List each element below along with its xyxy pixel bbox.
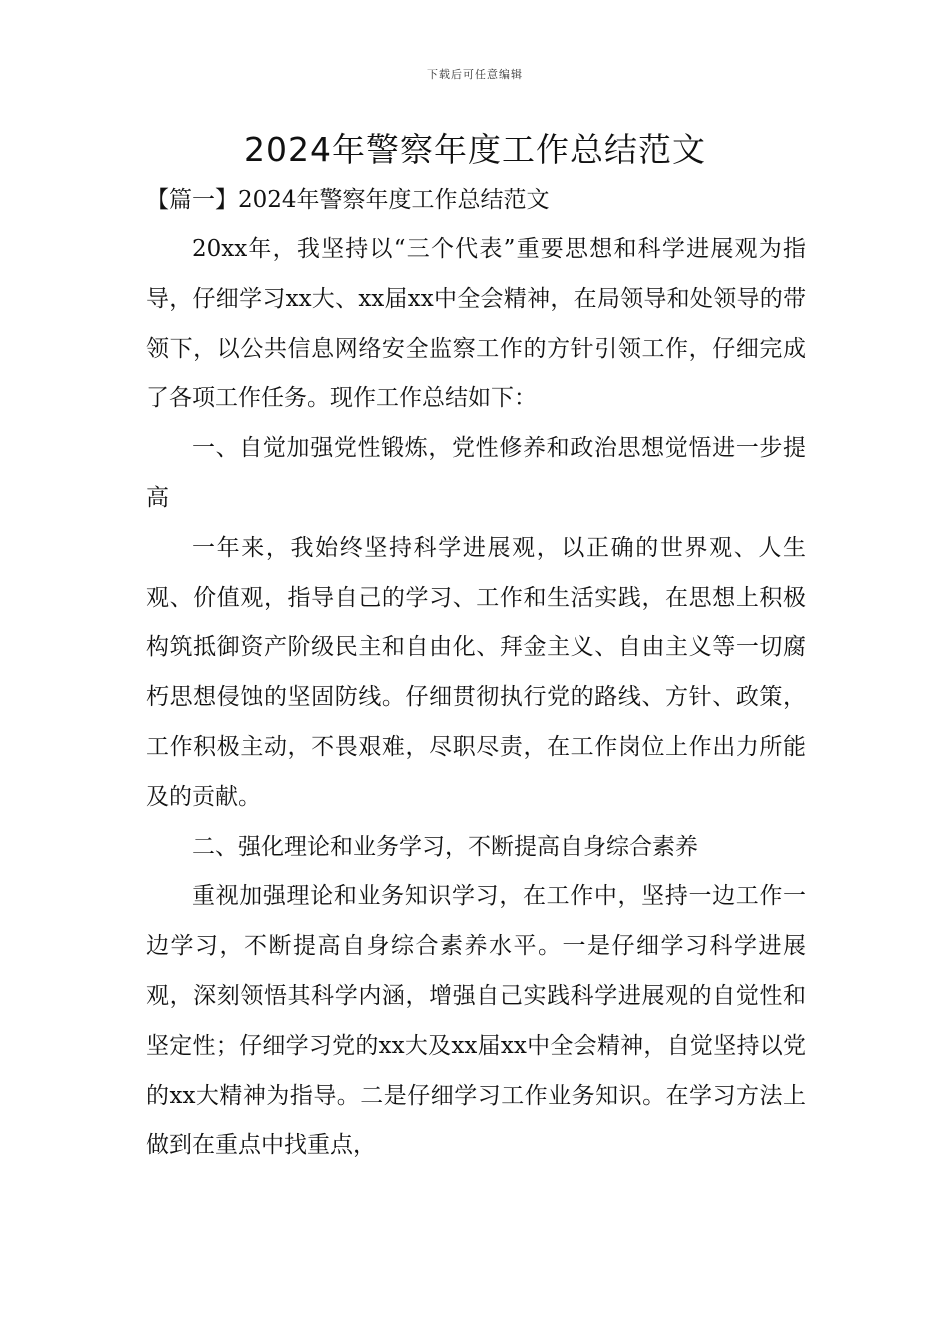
paragraph-heading-1: 一、自觉加强党性锻炼，党性修养和政治思想觉悟进一步提高	[146, 435, 806, 511]
page-header-note: 下载后可任意编辑	[427, 68, 523, 81]
paragraph-study: 重视加强理论和业务知识学习，在工作中，坚持一边工作一边学习，不断提高自身综合素养水平。一是仔细学习科学进展观，深刻领悟其科学内涵，增强自己实践科学进展观的自觉性和坚定性；仔细学习党的xx大及xx届xx中全会精神，自觉坚持以党的xx大精神为指导。二是仔细学习工作业务知识。在学习方法上做到在重点中找重点，	[146, 883, 806, 1159]
paragraph-intro: 20xx年，我坚持以“三个代表”重要思想和科学进展观为指导，仔细学习xx大、xx届xx中全会精神，在局领导和处领导的带领下，以公共信息网络安全监察工作的方针引领工作，仔细完成了各项工作任务。现作工作总结如下：	[146, 236, 806, 412]
document-title: 2024年警察年度工作总结范文	[244, 130, 706, 169]
document-body	[146, 225, 806, 1171]
paragraph-party-spirit: 一年来，我始终坚持科学进展观，以正确的世界观、人生观、价值观，指导自己的学习、工作和生活实践，在思想上积极构筑抵御资产阶级民主和自由化、拜金主义、自由主义等一切腐朽思想侵蚀的坚固防线。仔细贯彻执行党的路线、方针、政策，工作积极主动，不畏艰难，尽职尽责，在工作岗位上作出力所能及的贡献。	[146, 534, 806, 810]
paragraph-heading-2: 二、强化理论和业务学习，不断提高自身综合素养	[192, 833, 698, 860]
section-heading: 【篇一】2024年警察年度工作总结范文	[146, 187, 550, 213]
